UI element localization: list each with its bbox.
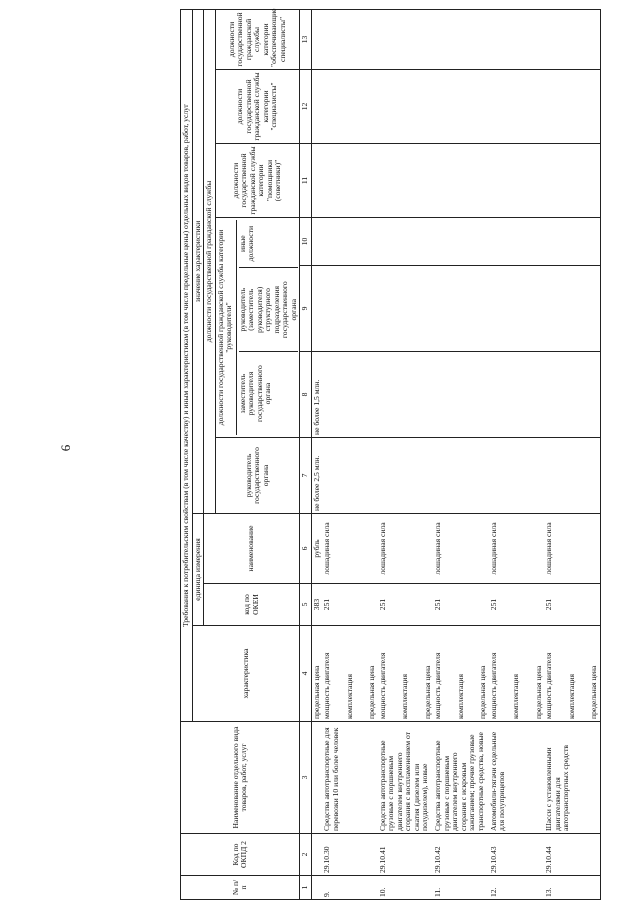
- table-row: [544, 9, 600, 899]
- row-code: 29.10.41: [378, 834, 434, 876]
- characteristic-item: мощность двигателя: [544, 652, 553, 719]
- row-name: Средства автотранспортные грузовые с поршневым двигателем внутреннего сгорания с искровым зажиганием; прочие грузовые транспортные средства, новые: [433, 722, 489, 834]
- row-num: 11.: [433, 876, 489, 900]
- characteristics-cell: [489, 626, 545, 722]
- requirements-header: Требования к потребительским свойствам (в том числе качеству) и иным характеристикам (в том числе предельные цены) отдельных видов товаров, работ, услуг: [181, 9, 193, 721]
- col-number: 1: [300, 876, 312, 900]
- characteristics-cell: [544, 626, 600, 722]
- characteristics-cell: [322, 626, 378, 722]
- col-number: 6: [300, 514, 312, 584]
- okei-code-header: код по ОКЕИ: [204, 584, 300, 626]
- characteristic-item: мощность двигателя: [488, 652, 498, 719]
- characteristic-item: мощность двигателя: [377, 652, 387, 719]
- row-num: 9.: [322, 876, 378, 900]
- characteristic-item: комплектация: [566, 674, 576, 719]
- okei-cell: 251: [433, 584, 489, 626]
- row-code: 29.10.43: [489, 834, 545, 876]
- gov-positions-header: должности государственной гражданской службы: [204, 9, 216, 513]
- characteristics-cell: [433, 626, 489, 722]
- unit-cell: лошадиная сила: [378, 514, 434, 584]
- requirements-table: [180, 9, 601, 900]
- unit-header: единица измерения: [192, 514, 204, 626]
- col-number: 2: [300, 834, 312, 876]
- supporting-header: должности государственной гражданской службы категории "обеспечивающие специалисты": [215, 9, 300, 69]
- characteristic-header: характеристика: [192, 626, 300, 722]
- table-row: [489, 9, 545, 899]
- characteristic-item: комплектация: [455, 674, 465, 719]
- col-number: 3: [300, 722, 312, 834]
- table-row: [433, 9, 489, 899]
- category-heads-label: должности государственной гражданской службы категории "руководители": [217, 220, 237, 435]
- row-code: 29.10.42: [433, 834, 489, 876]
- col-number: 7: [300, 438, 312, 514]
- col-number: 4: [300, 626, 312, 722]
- category-heads-header: [215, 218, 300, 438]
- characteristic-cell: предельная цена: [311, 626, 322, 722]
- characteristic-item: мощность двигателя: [433, 652, 442, 719]
- characteristic-item: предельная цена: [589, 665, 598, 719]
- characteristic-item: комплектация: [400, 674, 409, 719]
- row-name: Автомобили-тягачи седельные для полуприцепов: [489, 722, 545, 834]
- table-row: [378, 9, 434, 899]
- unit-cell: лошадиная сила: [544, 514, 600, 584]
- row-num: 10.: [378, 876, 434, 900]
- characteristic-item: предельная цена: [367, 665, 376, 719]
- row-name: Шасси с установленными двигателями для автотранспортных средств: [544, 722, 600, 834]
- characteristic-item: предельная цена: [533, 665, 543, 719]
- okei-cell: 251: [322, 584, 378, 626]
- row-code: 29.10.44: [544, 834, 600, 876]
- col-number: 5: [300, 584, 312, 626]
- rotated-table-container: [180, 10, 610, 900]
- col-number: 13: [300, 9, 312, 69]
- row-name: Средства автотранспортные для перевозки 10 или более человек: [322, 722, 378, 834]
- row-num: 12.: [489, 876, 545, 900]
- characteristic-item: комплектация: [344, 674, 354, 719]
- page-number: 6: [58, 444, 73, 452]
- unit-cell: рубль: [311, 514, 322, 584]
- col-number: 9: [300, 266, 312, 352]
- assistants-header: должности государственной гражданской службы категории "помощники (советники)": [215, 144, 300, 218]
- okei-cell: 251: [489, 584, 545, 626]
- okei-cell: 383: [311, 584, 322, 626]
- unit-cell: лошадиная сила: [489, 514, 545, 584]
- row-num: 13.: [544, 876, 600, 900]
- col-name-header: Наименование отдельного вида товаров, работ, услуг: [181, 722, 300, 834]
- table-row: [311, 9, 322, 899]
- value-header: значение характеристики: [192, 9, 204, 513]
- characteristics-cell: [378, 626, 434, 722]
- col-code-header: Код по ОКПД 2: [181, 834, 300, 876]
- unit-cell: лошадиная сила: [322, 514, 378, 584]
- okei-cell: 251: [378, 584, 434, 626]
- characteristic-item: предельная цена: [422, 665, 432, 719]
- characteristic-item: предельная цена: [478, 665, 487, 719]
- unit-name-header: наименование: [204, 514, 300, 584]
- head-division-header: руководитель (заместитель руководителя) структурного подразделения государственного органа: [239, 267, 299, 351]
- col-number: 8: [300, 352, 312, 438]
- column-numbers-row: [300, 9, 312, 899]
- specialists-header: должности государственной гражданской службы категории "специалисты": [215, 70, 300, 144]
- table-row: [322, 9, 378, 899]
- col-number: 10: [300, 218, 312, 266]
- col-num-header: № п/п: [181, 876, 300, 900]
- okei-cell: 251: [544, 584, 600, 626]
- head-org-header: руководитель государственного органа: [215, 438, 300, 514]
- other-positions-header: иные должности: [237, 225, 255, 262]
- row-code: 29.10.30: [322, 834, 378, 876]
- characteristic-item: комплектация: [511, 674, 520, 719]
- unit-cell: лошадиная сила: [433, 514, 489, 584]
- value-deputy-cell: не более 1,5 млн.: [311, 352, 322, 438]
- characteristic-item: мощность двигателя: [322, 652, 331, 719]
- col-number: 11: [300, 144, 312, 218]
- col-number: 12: [300, 70, 312, 144]
- row-name: Средства автотранспортные грузовые с поршневым двигателем внутреннего сгорания с воспламенением от сжатия (дизелем или полудизелем), новые: [378, 722, 434, 834]
- value-head-cell: не более 2,5 млн.: [311, 438, 322, 514]
- deputy-head-header: заместитель руководителя государственного органа: [239, 351, 299, 435]
